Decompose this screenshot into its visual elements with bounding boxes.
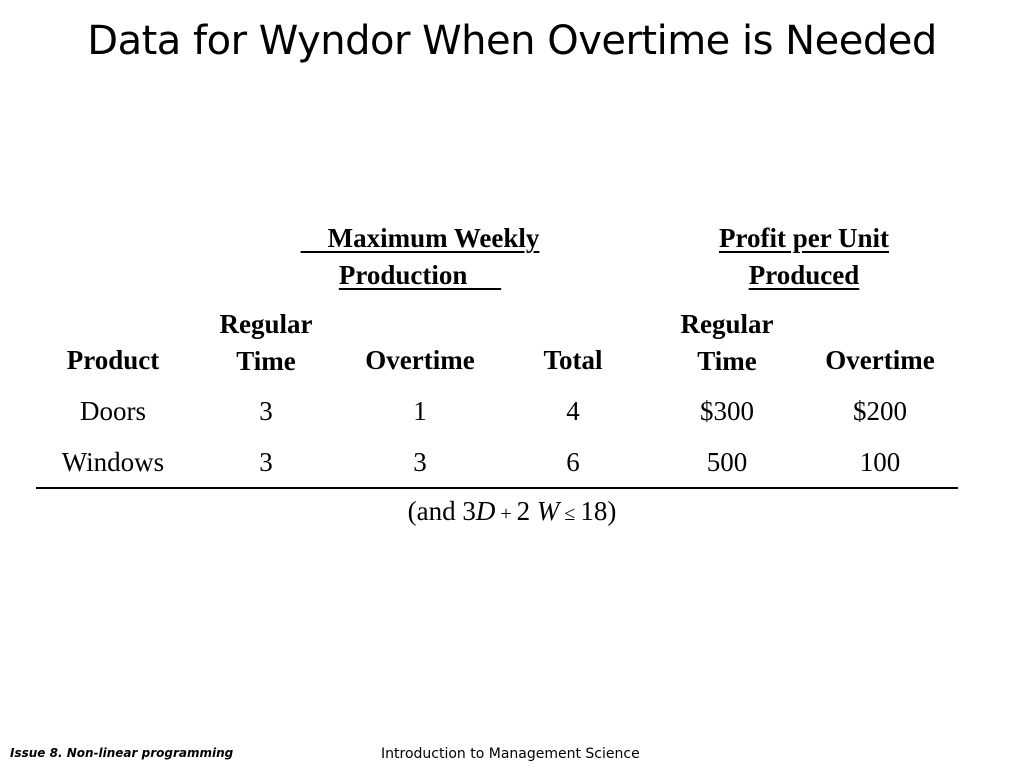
max-weekly-production-line2: Production [338,260,502,290]
col-header-product [28,342,198,379]
constraint-var-d: D [475,496,496,526]
row-windows-prod-regular: 3 [259,447,273,477]
constraint-coef-w: 2 [516,496,531,526]
col-header-overtime-profit [800,342,960,379]
footer-issue-label: Issue 8. Non-linear programming [10,746,234,760]
row-doors-prod-overtime: 1 [413,396,427,426]
col-header-regular-time-production [196,306,336,380]
col-header-overtime-production-label: Overtime [365,345,475,375]
profit-per-unit-header [654,220,954,294]
row-doors-prod-regular: 3 [259,396,273,426]
table-bottom-rule [36,487,958,489]
col-header-regular-time-profit-line1: Regular [680,309,774,339]
col-header-total-label: Total [543,345,603,375]
row-windows-product: Windows [61,447,165,477]
row-doors-prod-total: 4 [566,396,580,426]
col-header-product-label: Product [66,345,160,375]
constraint-open: (and 3 [407,496,476,526]
row-windows-profit-regular: 500 [706,447,748,477]
constraint-var-w: W [536,496,560,526]
row-doors-profit-regular: $300 [700,396,754,426]
col-header-regular-time-production-line1: Regular [219,309,313,339]
col-header-regular-time-profit [657,306,797,380]
row-doors-product: Doors [80,396,146,426]
constraint-note [0,496,1024,527]
col-header-overtime-production [340,342,500,379]
col-header-overtime-profit-label: Overtime [825,345,935,375]
row-windows-prod-total: 6 [566,447,580,477]
profit-per-unit-line1: Profit per Unit [719,223,889,253]
row-windows-prod-overtime: 3 [413,447,427,477]
col-header-regular-time-production-line2: Time [236,346,296,376]
footer-course-label: Introduction to Management Science [381,746,640,762]
profit-per-unit-line2: Produced [748,260,860,290]
constraint-leq: ≤ [559,503,581,525]
constraint-close: 18) [580,496,617,526]
max-weekly-production-header [270,220,570,294]
slide-title: Data for Wyndor When Overtime is Needed [87,18,937,64]
max-weekly-production-line1: Maximum Weekly [300,223,540,253]
row-windows-profit-overtime: 100 [859,447,901,477]
col-header-regular-time-profit-line2: Time [697,346,757,376]
row-doors-profit-overtime: $200 [853,396,907,426]
constraint-plus: + [495,503,517,525]
col-header-total [513,342,633,379]
